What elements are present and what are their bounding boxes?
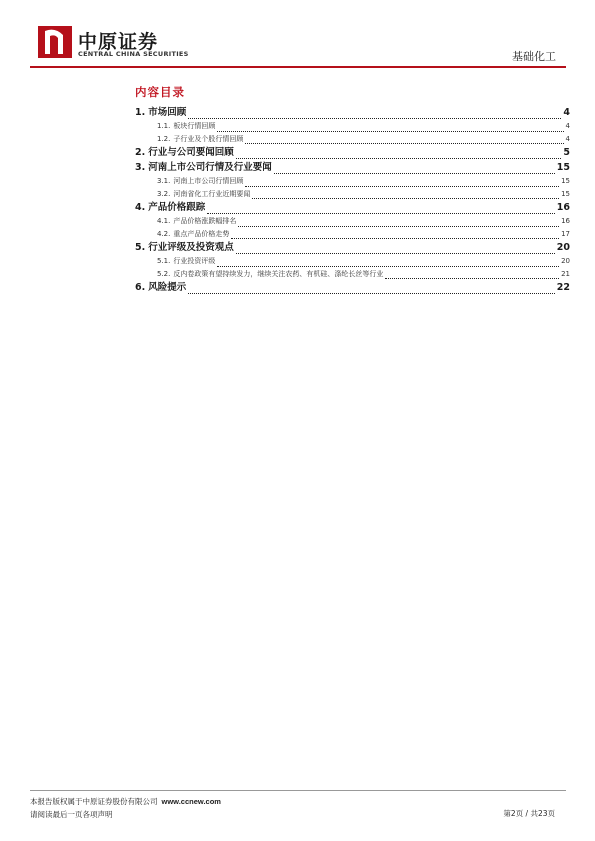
toc-entry-page: 16 [556,202,570,213]
toc-entry-title: 重点产品价格走势 [173,229,230,238]
footer-copyright-line [30,795,221,808]
toc-entry-number: 5. [135,242,146,253]
toc-entry-title: 行业投资评级 [173,257,216,265]
toc-entry-title: 产品价格涨跌幅排名 [173,217,237,225]
toc-dot-leader [385,272,559,280]
toc-subsection-entry[interactable] [135,268,570,281]
toc-dot-leader [245,180,559,188]
logo-mark-icon [38,26,72,58]
toc-entry-title: 行业评级及投资观点 [148,242,234,253]
toc-subsection-entry[interactable] [135,255,570,268]
toc-entry-number: 5.2. [157,269,171,278]
toc-entry-number: 3.2. [157,189,171,198]
toc-entry-number: 1. [135,107,146,118]
toc-dot-leader [188,112,561,120]
toc-entry-title: 河南上市公司行情回顾 [173,177,244,185]
page-number: 第2页 / 共23页 [503,809,555,818]
logo-chinese-text: 中原证券 [78,31,159,53]
toc-subsection-entry[interactable] [135,228,570,241]
toc-section-entry[interactable] [135,105,570,120]
footer-notes [30,795,221,821]
toc-section-entry[interactable] [135,145,570,160]
toc-section-entry[interactable] [135,160,570,175]
toc-subsection-entry[interactable] [135,133,570,146]
toc-subsection-entry[interactable] [135,188,570,201]
toc-dot-leader [252,192,559,200]
company-logo [38,26,218,62]
toc-dot-leader [217,125,563,133]
toc-entry-page: 16 [561,217,570,225]
toc-subsection-entry[interactable] [135,175,570,188]
logo-english-text: CENTRAL CHINA SECURITIES [78,50,189,58]
toc-entry-page: 4 [563,107,570,118]
header-divider [30,66,566,68]
toc-dot-leader [188,287,555,295]
toc-entry-title: 板块行情回顾 [173,122,216,130]
page-header [30,26,566,66]
toc-dot-leader [238,220,559,228]
toc-entry-title: 风险提示 [148,282,187,293]
footer-disclaimer: 请阅读最后一页各项声明 [30,810,113,819]
toc-entry-page: 20 [561,257,570,265]
toc-entry-page: 20 [556,242,570,253]
toc-dot-leader [217,260,559,268]
toc-entry-page: 15 [556,162,570,173]
footer-url-link[interactable]: www.ccnew.com [161,797,221,806]
toc-entry-number: 1.1. [157,122,171,130]
toc-entry-number: 4.2. [157,229,171,238]
toc-entry-number: 5.1. [157,257,171,265]
toc-section-entry[interactable] [135,280,570,295]
toc-entry-title: 子行业及个股行情回顾 [173,134,244,143]
toc-entry-page: 4 [565,122,570,130]
toc-subsection-entry[interactable] [135,215,570,228]
footer-divider [30,790,566,791]
toc-entry-number: 3. [135,162,146,173]
toc-dot-leader [231,232,559,240]
toc-entry-page: 4 [565,134,570,143]
toc-entry-page: 15 [561,189,570,198]
toc-section-entry[interactable] [135,200,570,215]
toc-entry-number: 2. [135,147,146,158]
toc-dot-leader [236,152,562,160]
toc-entry-title: 河南上市公司行情及行业要闻 [148,162,272,173]
toc-section-entry[interactable] [135,240,570,255]
toc-entry-title: 河南省化工行业近期要闻 [173,189,251,198]
toc-entry-title: 产品价格跟踪 [148,202,206,213]
toc-entry-page: 22 [556,282,570,293]
toc-entry-page: 15 [561,177,570,185]
toc-dot-leader [245,137,563,145]
toc-entry-page: 5 [563,147,570,158]
table-of-contents [135,84,570,295]
toc-subsection-entry[interactable] [135,120,570,133]
toc-title: 内容目录 [135,85,185,99]
toc-entry-number: 4. [135,202,146,213]
toc-dot-leader [236,247,555,255]
toc-entry-title: 市场回顾 [148,107,187,118]
toc-entry-number: 4.1. [157,217,171,225]
toc-entry-number: 6. [135,282,146,293]
toc-entry-title: 行业与公司要闻回顾 [148,147,234,158]
section-label: 基础化工 [512,50,556,63]
footer-copyright: 本报告版权属于中原证券股份有限公司 [30,797,158,806]
toc-entry-number: 3.1. [157,177,171,185]
toc-entry-page: 17 [561,229,570,238]
toc-list [135,105,570,295]
toc-entry-title: 反内卷政策有望持续发力，继续关注农药、有机硅、涤纶长丝等行业 [173,269,384,278]
toc-dot-leader [207,207,555,215]
toc-dot-leader [274,167,555,175]
toc-entry-number: 1.2. [157,134,171,143]
toc-entry-page: 21 [561,269,570,278]
